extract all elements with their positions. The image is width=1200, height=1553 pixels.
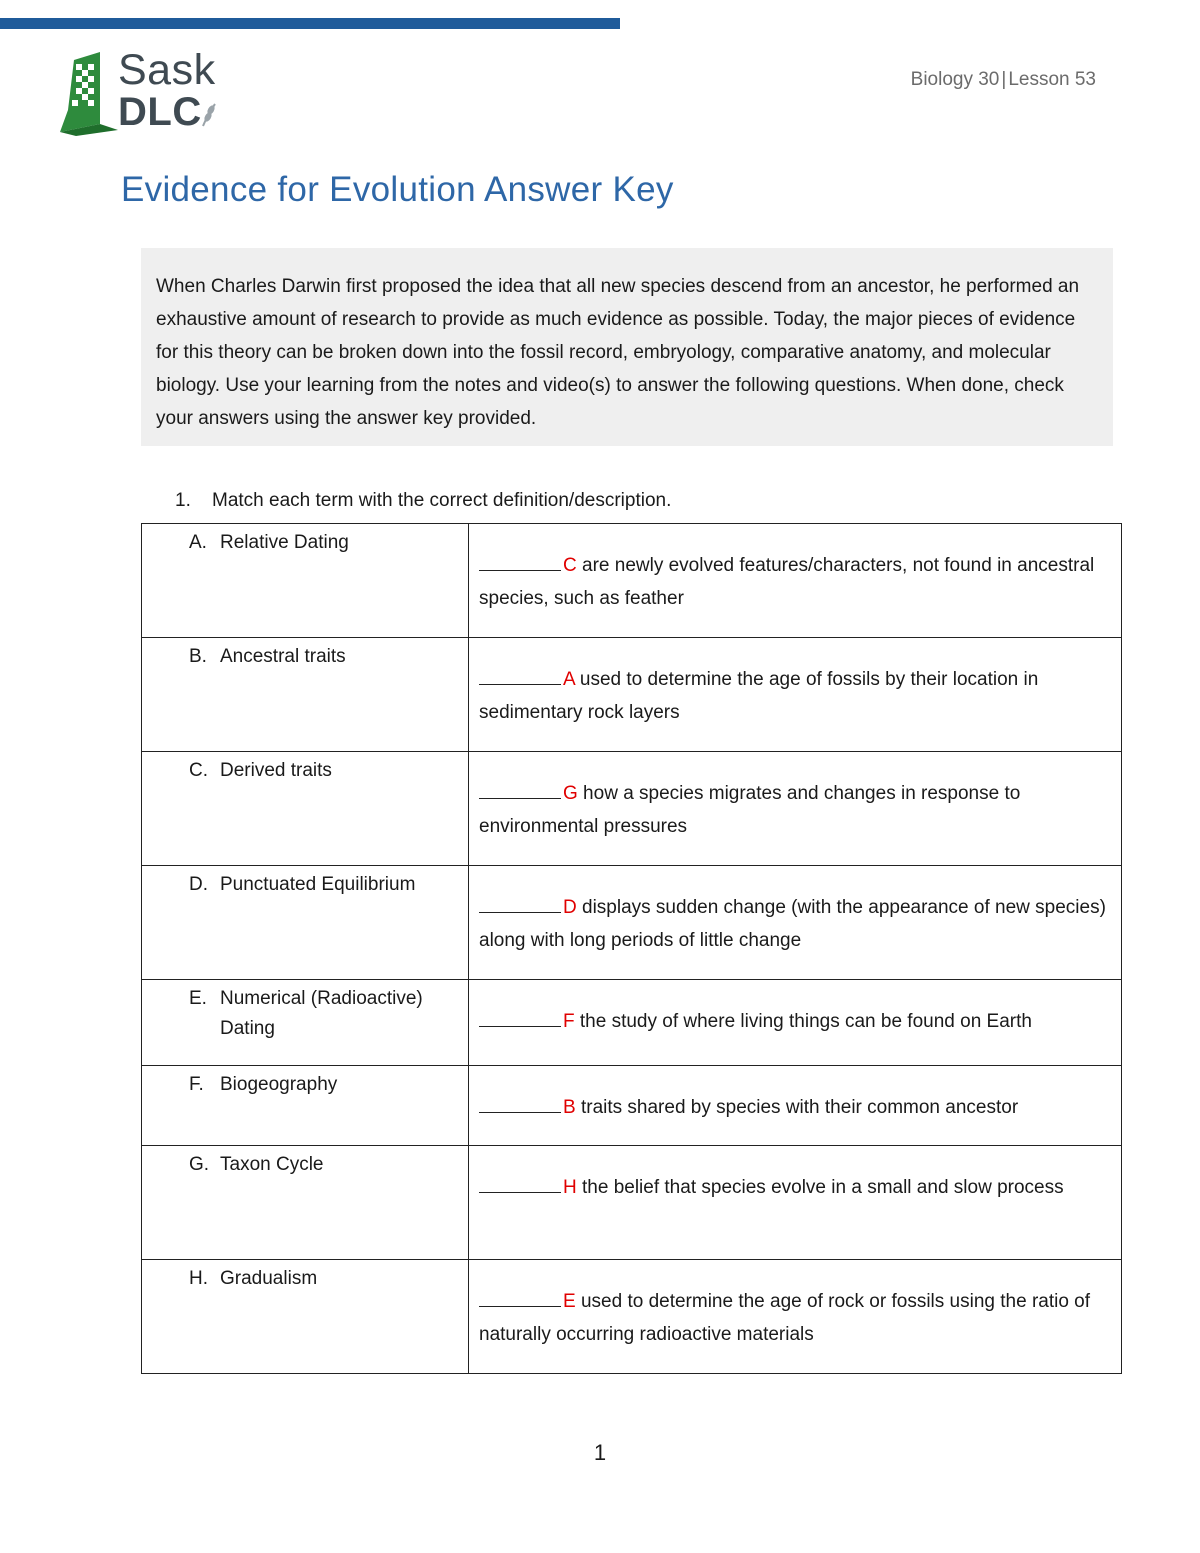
term-cell [142, 980, 469, 1066]
table-row [142, 866, 1122, 980]
term-label: Taxon Cycle [220, 1154, 324, 1175]
answer-letter: H [563, 1177, 577, 1198]
table-row [142, 1260, 1122, 1374]
definition-cell [469, 1066, 1122, 1146]
table-row [142, 524, 1122, 638]
definition-cell [469, 524, 1122, 638]
table-row [142, 1146, 1122, 1260]
question-text: Match each term with the correct definition/description. [212, 490, 672, 511]
answer-blank [479, 666, 561, 685]
course-name: Biology 30 [910, 69, 1000, 90]
question-1 [175, 490, 671, 512]
term-letter: G. [189, 1154, 210, 1175]
answer-letter: A [563, 669, 575, 690]
term-letter: H. [189, 1268, 208, 1289]
definition-text: used to determine the age of fossils by their location in sedimentary rock layers [479, 669, 1039, 723]
answer-blank [479, 1174, 561, 1193]
answer-blank [479, 780, 561, 799]
sask-dlc-logo [60, 46, 230, 142]
definition-cell [469, 1260, 1122, 1374]
term-label: Gradualism [220, 1268, 318, 1289]
answer-blank [479, 1288, 561, 1307]
term-cell [142, 1066, 469, 1146]
intro-box: When Charles Darwin first proposed the idea that all new species descend from an ancestor, he performed an exhaustive amount of research to provide as much evidence as possible. Today, the major pieces of evidence for this theory can be broken down into the fossil record, embryology, comparative anatomy, and molecular biology. Use your learning from the notes and video(s) to answer the following questions. When done, check your answers using the answer key provided. [141, 248, 1113, 446]
term-label: Punctuated Equilibrium [220, 874, 416, 895]
definition-text: the belief that species evolve in a small and slow process [576, 1177, 1064, 1198]
answer-letter: E [563, 1291, 576, 1312]
term-letter: B. [189, 646, 207, 667]
answer-blank [479, 1094, 561, 1113]
definition-cell [469, 1146, 1122, 1260]
answer-letter: G [563, 783, 578, 804]
term-letter: F. [189, 1074, 204, 1095]
course-lesson-header: Biology 30 | Lesson 53 [910, 69, 1096, 90]
answer-letter: F [563, 1011, 575, 1032]
answer-letter: D [563, 897, 577, 918]
matching-table [141, 523, 1122, 1374]
term-letter: E. [189, 988, 207, 1009]
definition-cell [469, 752, 1122, 866]
definition-cell [469, 638, 1122, 752]
question-number: 1. [175, 490, 191, 511]
table-row [142, 1066, 1122, 1146]
term-label: Derived traits [220, 760, 332, 781]
term-cell [142, 866, 469, 980]
term-cell [142, 1146, 469, 1260]
logo-text-sask: Sask [118, 46, 216, 94]
definition-text: the study of where living things can be found on Earth [574, 1011, 1032, 1032]
term-cell [142, 752, 469, 866]
table-row [142, 638, 1122, 752]
answer-blank [479, 894, 561, 913]
answer-blank [479, 552, 561, 571]
answer-blank [479, 1008, 561, 1027]
term-label: Numerical (Radioactive) Dating [220, 988, 423, 1039]
page-title: Evidence for Evolution Answer Key [121, 170, 674, 209]
logo-text-dlc: DLC [118, 90, 202, 134]
term-letter: A. [189, 532, 207, 553]
answer-letter: C [563, 555, 577, 576]
term-letter: C. [189, 760, 208, 781]
term-label: Relative Dating [220, 532, 349, 553]
definition-cell [469, 866, 1122, 980]
term-cell [142, 1260, 469, 1374]
table-row [142, 980, 1122, 1066]
wheat-icon [200, 102, 218, 128]
logo-emblem-icon [60, 52, 118, 136]
table-row [142, 752, 1122, 866]
term-label: Ancestral traits [220, 646, 346, 667]
term-letter: D. [189, 874, 208, 895]
page-number: 1 [593, 1440, 607, 1465]
answer-letter: B [563, 1097, 576, 1118]
term-cell [142, 638, 469, 752]
definition-text: traits shared by species with their common ancestor [575, 1097, 1019, 1118]
definition-text: how a species migrates and changes in response to environmental pressures [479, 783, 1021, 837]
definition-text: displays sudden change (with the appearance of new species) along with long periods of little change [479, 897, 1106, 951]
definition-cell [469, 980, 1122, 1066]
header-accent-bar [0, 18, 620, 29]
term-cell [142, 524, 469, 638]
lesson-number: Lesson 53 [1008, 69, 1096, 90]
definition-text: are newly evolved features/characters, not found in ancestral species, such as feather [479, 555, 1095, 609]
term-label: Biogeography [220, 1074, 338, 1095]
definition-text: used to determine the age of rock or fossils using the ratio of naturally occurring radioactive materials [479, 1291, 1091, 1345]
